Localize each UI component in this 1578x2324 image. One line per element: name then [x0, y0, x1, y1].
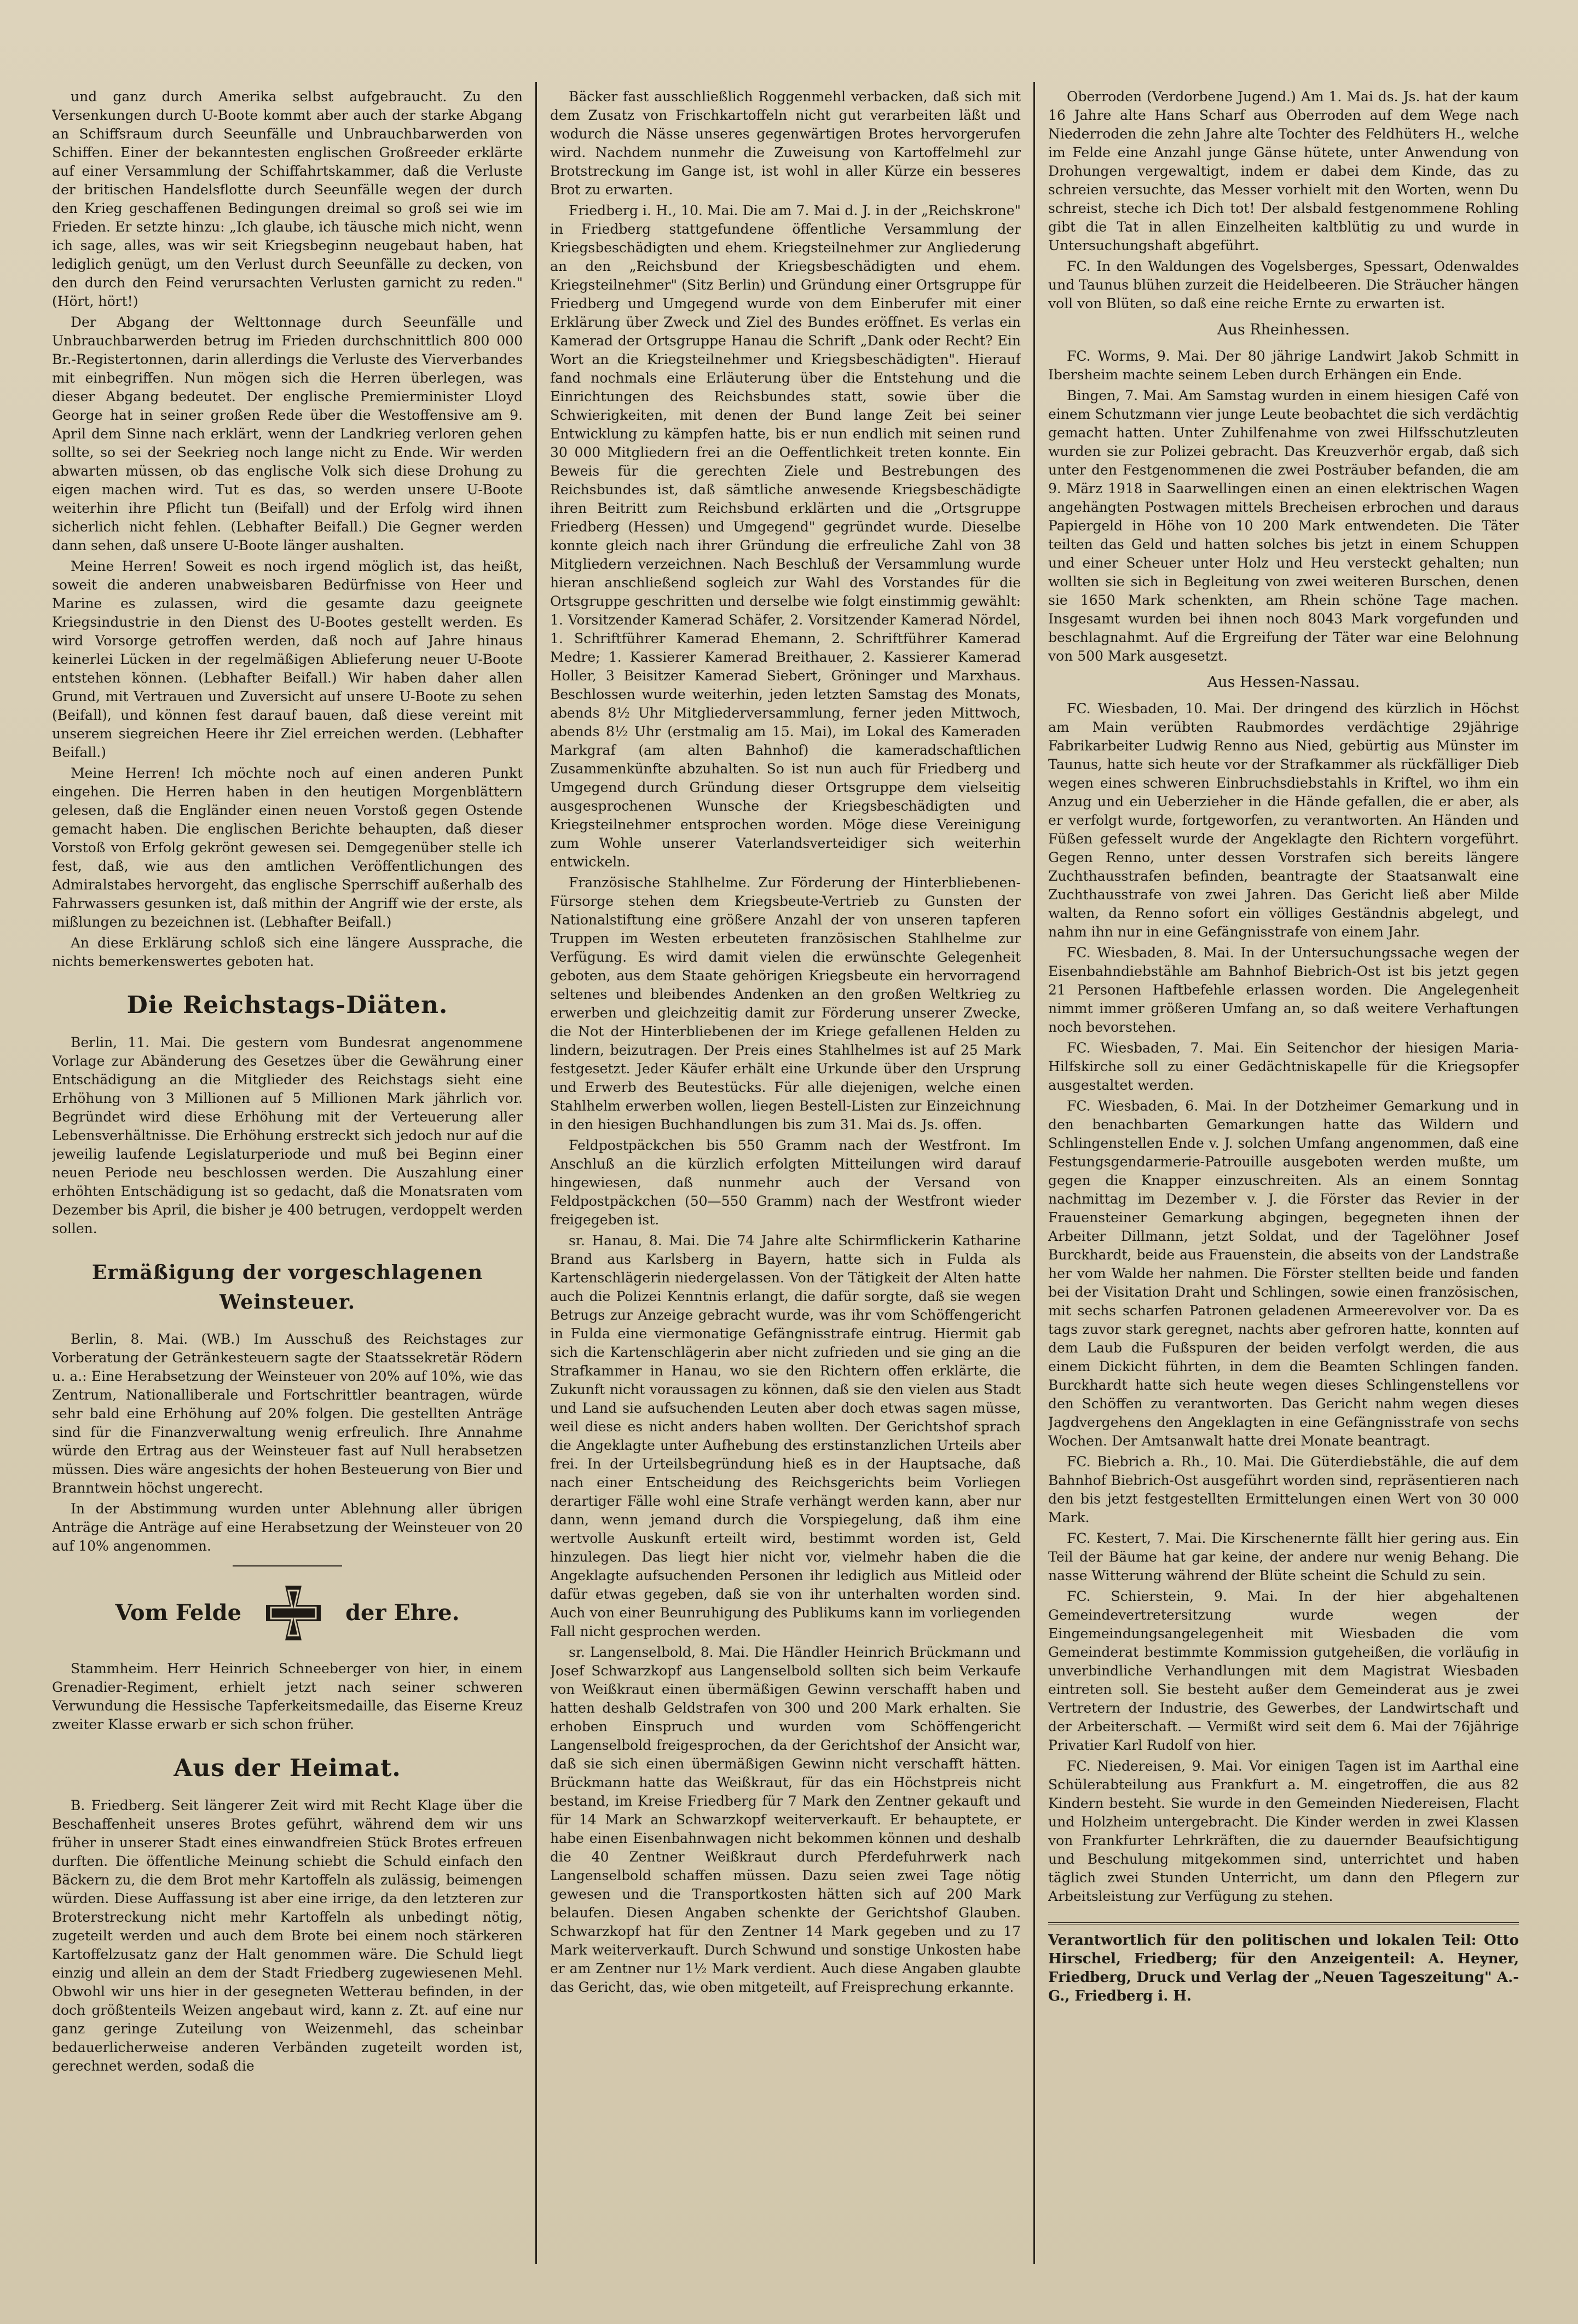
paragraph: Berlin, 8. Mai. (WB.) Im Ausschuß des Reichstages zur Vorberatung der Getränkesteuern sagte der Staatssekretär Rödern u. a.: Eine Herabsetzung der Weinsteuer von 20% auf 10%, wie das Zentrum, Nationalliberale und Fortschrittler beantragen, würde sehr bald eine Erhöhung auf 20% folgen. Die gestellten Anträge sind für die Finanzverwaltung wenig erfreulich. Ihre Annahme würde den Ertrag aus der Weinsteuer fast auf Null herabsetzen müssen. Dies wäre angesichts der hohen Besteuerung von Bier und Branntwein höchst ungerecht. [52, 1331, 523, 1496]
headline-vom-felde-der-ehre [52, 1583, 523, 1643]
paragraph: Französische Stahlhelme. Zur Förderung der Hinterbliebenen-Fürsorge stehen dem Kriegsbeute-Vertrieb zu Gunsten der Nationalstiftung eine größere Anzahl der von unseren tapferen Truppen im Westen erbeuteten französischen Stahlhelme zur Verfügung. Es wird damit vielen die erwünschte Gelegenheit geboten, aus dem Staate gehörigen Kriegsbeute ein hervorragend seltenes und bleibendes Andenken an den großen Weltkrieg zu erwerben und gleichzeitig damit zur Förderung unserer Zwecke, die Not der Hinterbliebenen der im Kriege gefallenen Helden zu lindern, beizutragen. Der Preis eines Stahlhelmes ist auf 25 Mark festgesetzt. Jeder Käufer erhält eine Urkunde über den Ursprung und Erwerb des Beutestücks. Für alle diejenigen, welche einen Stahlhelm erwerben wollen, liegen Bestell-Listen zur Einzeichnung in den hiesigen Buchhandlungen bis zum 31. Mai ds. Js. offen. [550, 875, 1021, 1132]
headline-left-word: Vom Felde [115, 1600, 242, 1626]
paragraph: FC. Wiesbaden, 7. Mai. Ein Seitenchor der hiesigen Maria-Hilfskirche soll zu einer Gedächtniskapelle für die Kriegsopfer ausgestaltet werden. [1048, 1040, 1519, 1093]
paragraph: Bingen, 7. Mai. Am Samstag wurden in einem hiesigen Café von einem Schutzmann vier junge Leute beobachtet die sich verdächtig gemacht hatten. Unter Zuhilfenahme von zwei Hilfsschutzleuten wurden sie zur Polizei gebracht. Das Kreuzverhör ergab, daß sich unter den Festgenommenen die zwei Posträuber befanden, die am 9. März 1918 in Saarwellingen einen an einen elektrischen Wagen angehängten Postwagen mittels Brecheisen erbrochen und daraus Papiergeld in Höhe von 10 200 Mark entwendeten. Die Täter teilten das Geld und hatten solches bis jetzt in einem Schuppen und einer Scheuer unter Holz und Heu versteckt gehalten; nun wollten sie sich in Begleitung von zwei weiteren Burschen, denen sie 1650 Mark schenkten, am Rhein schöne Tage machen. Insgesamt wurden bei ihnen noch 8043 Mark vorgefunden und beschlagnahmt. Auf die Ergreifung der Täter war eine Belohnung von 500 Mark ausgesetzt. [1048, 388, 1519, 664]
paragraph: FC. Wiesbaden, 10. Mai. Der dringend des kürzlich in Höchst am Main verübten Raubmordes verdächtige 29jährige Fabrikarbeiter Ludwig Renno aus Nied, gebürtig aus Münster im Taunus, hatte sich heute vor der Strafkammer als rückfälliger Dieb wegen eines schweren Einbruchsdiebstahls in Kriftel, wo ihm ein Anzug und ein Ueberzieher in die Hände gefallen, die er aber, als er verfolgt wurde, fortgeworfen, zu verantworten. An Händen und Füßen gefesselt wurde der Angeklagte den Richtern vorgeführt. Gegen Renno, unter dessen Vorstrafen sich bereits längere Zuchthausstrafen befinden, beantragte der Staatsanwalt eine Zuchthausstrafe von zwei Jahren. Das Gericht ließ aber Milde walten, da Renno sofort ein völliges Geständnis abgelegt, und nahm ihn nur in eine Gefängnisstrafe von einem Jahr. [1048, 701, 1519, 940]
divider [233, 1565, 342, 1566]
column-rule [535, 82, 537, 2264]
paragraph: Oberroden (Verdorbene Jugend.) Am 1. Mai ds. Js. hat der kaum 16 Jahre alte Hans Scharf aus Oberroden auf dem Wege nach Niederroden die zehn Jahre alte Tochter des Feldhüters H., welche im Felde eine Anzahl junge Gänse hütete, unter Anwendung von Drohungen vergewaltigt, indem er dabei dem Kinde, das zu schreien versuchte, das Messer vorhielt mit den Worten, wenn Du schreist, steche ich Dich tot! Der alsbald festgenommene Rohling gibt die Tat in allen Einzelheiten kaltblütig zu und wurde in Untersuchungshaft abgeführt. [1048, 89, 1519, 253]
headline-reichstags-diaeten: Die Reichstags-Diäten. [126, 991, 448, 1019]
imprint: Verantwortlich für den politischen und lokalen Teil: Otto Hirschel, Friedberg; für den Anzeigenteil: A. Heyner, Friedberg, Druck und Verlag der „Neuen Tageszeitung" A.-G., Friedberg i. H. [1048, 1922, 1519, 2005]
paragraph: Feldpostpäckchen bis 550 Gramm nach der Westfront. Im Anschluß an die kürzlich erfolgten Mitteilungen wird darauf hingewiesen, daß nunmehr auch der Versand von Feldpostpäckchen (50—550 Gramm) nach der Westfront wieder freigegeben ist. [550, 1137, 1021, 1228]
column-1 [52, 88, 523, 2258]
paragraph: sr. Hanau, 8. Mai. Die 74 Jahre alte Schirmflickerin Katharine Brand aus Karlsberg in Bayern, hatte sich in Fulda als Kartenschlägerin niedergelassen. Von der Tätigkeit der Alten hatte auch die Polizei Kenntnis erlangt, die dafür sorgte, daß sie wegen Betrugs zur Anzeige gebracht wurde, was ihr vom Schöffengericht in Fulda eine viermonatige Gefängnisstrafe eintrug. Hiermit gab sich die Kartenschlägerin aber nicht zufrieden und sie ging an die Strafkammer in Hanau, wo sie den Richtern offen erklärte, die Zukunft nicht voraussagen zu können, daß sie den vielen aus Stadt und Land sie aufsuchenden Leuten aber doch etwas sagen müsse, weil diese es nicht anders haben wollten. Der Gerichtshof sprach die Angeklagte unter Aufhebung des erstinstanzlichen Urteils aber frei. In der Urteilsbegründung hieß es in der Hauptsache, daß nach einer Entscheidung des Reichsgerichts beim Vorliegen derartiger Fälle wohl eine Strafe verhängt werden kann, aber nur dann, wenn jemand durch die Vorspiegelung, daß ihm eine wertvolle Auskunft erteilt wird, bestimmt worden ist, Geld hinzulegen. Das liegt hier nicht vor, vielmehr haben die die Angeklagte aufsuchenden Personen ihr lediglich aus Mitleid oder dafür etwas gegeben, daß sie von ihr unterhalten worden sind. Auch von einer Beunruhigung des Publikums kann im vorliegenden Fall nicht gesprochen werden. [550, 1233, 1021, 1639]
paragraph: FC. Wiesbaden, 6. Mai. In der Dotzheimer Gemarkung und in den benachbarten Gemarkungen hatte das Wildern und Schlingenstellen Ende v. J. solchen Umfang angenommen, daß eine Festungsgendarmerie-Patrouille ausgeboten werden mußte, um gegen die Knapper einzuschreiten. Als an einem Sonntag nachmittag im Dezember v. J. die Förster das Revier in der Frauensteiner Gemarkung abgingen, begegneten ihnen der Arbeiter Dillmann, jetzt Soldat, und der Tagelöhner Josef Burckhardt, beide aus Frauenstein, die abseits von der Landstraße her vom Walde her nahmen. Die Förster stellten beide und fanden bei der Visitation Draht und Schlingen, sowie einen französischen, mit sechs scharfen Patronen geladenen Armeerevolver vor. Da es tags zuvor stark geregnet, nachts aber gefroren hatte, konnten auf dem Laub die Fußspuren der beiden verfolgt werden, die aus einem Dickicht führten, in dem die Beamten Schlingen fanden. Burckhardt hatte sich heute wegen dieses Schlingenstellens vor den Schöffen zu verantworten. Das Gericht nahm wegen dieses Jagdvergehens den Angeklagten in eine Gefängnisstrafe von sechs Wochen. Der Amtsanwalt hatte drei Monate beantragt. [1048, 1098, 1519, 1449]
paragraph: FC. Wiesbaden, 8. Mai. In der Untersuchungssache wegen der Eisenbahndiebstähle am Bahnhof Biebrich-Ost ist bis jetzt gegen 21 Personen Haftbefehle erlassen worden. Die Angelegenheit nimmt immer größeren Umfang an, so daß weitere Verhaftungen noch bevorstehen. [1048, 945, 1519, 1035]
column-3 [1048, 88, 1519, 2258]
paragraph: FC. Niedereisen, 9. Mai. Vor einigen Tagen ist im Aarthal eine Schülerabteilung aus Frankfurt a. M. eingetroffen, die aus 82 Kindern besteht. Sie wurde in den Gemeinden Niedereisen, Flacht und Holzheim untergebracht. Die Kinder werden in zwei Klassen von Frankfurter Lehrkräften, die zu dauernder Beaufsichtigung und Beschulung mitgekommen sind, unterrichtet und haben täglich zwei Stunden Unterricht, um dann den Pflegern zur Arbeitsleistung zur Verfügung zu stehen. [1048, 1758, 1519, 1904]
section-subheading: Aus Rheinhessen. [1217, 321, 1350, 338]
paragraph: Meine Herren! Ich möchte noch auf einen anderen Punkt eingehen. Die Herren haben in den heutigen Morgenblättern gelesen, daß die Engländer einen neuen Vorstoß gegen Ostende gemacht haben. Die englischen Berichte behaupten, daß dieser Vorstoß von Erfolg gekrönt gewesen sei. Demgegenüber stelle ich fest, daß, wie aus den amtlichen Veröffentlichungen des Admiralstabes hervorgeht, das englische Sperrschiff außerhalb des Fahrwassers gesunken ist, daß mithin der Angriff wie der erste, als mißlungen zu bezeichnen ist. (Lebhafter Beifall.) [52, 765, 523, 930]
paragraph: An diese Erklärung schloß sich eine längere Aussprache, die nichts bemerkenswertes geboten hat. [52, 935, 523, 969]
paragraph: FC. Worms, 9. Mai. Der 80 jährige Landwirt Jakob Schmitt in Ibersheim machte seinem Leben durch Erhängen ein Ende. [1048, 348, 1519, 383]
headline-weinsteuer: Ermäßigung der vorgeschlagenen Weinsteuer. [91, 1261, 483, 1314]
paragraph: Der Abgang der Welttonnage durch Seeunfälle und Unbrauchbarwerden betrug im Frieden durchschnittlich 800 000 Br.-Registertonnen, darin allerdings die Verluste des Vierverbandes mit einbegriffen. Nun mögen sich die Herren überlegen, was dieser Abgang bedeutet. Der englische Premierminister Lloyd George hat in seiner großen Rede über die Westoffensive am 9. April dem Sinne nach erklärt, wenn der Landkrieg verloren gehen sollte, so sei der Seekrieg noch lange nicht zu Ende. Wir werden abwarten müssen, ob das englische Volk sich diese Drohung zu eigen machen wird. Tut es das, so werden unsere U-Boote weiterhin ihre Pflicht tun (Beifall) und der Erfolg wird ihnen sicherlich nicht fehlen. (Lebhafter Beifall.) Die Gegner werden dann sehen, daß unsere U-Boote länger aushalten. [52, 314, 523, 553]
paragraph: sr. Langenselbold, 8. Mai. Die Händler Heinrich Brückmann und Josef Schwarzkopf aus Langenselbold sollten sich beim Verkaufe von Weißkraut einen übermäßigen Gewinn verschafft haben und hatten deshalb Geldstrafen von 300 und 200 Mark erhalten. Sie erhoben Einspruch und wurden vom Schöffengericht Langenselbold freigesprochen, da der Gerichtshof der Ansicht war, daß sie sich einen übermäßigen Gewinn nicht verschafft hätten. Brückmann hatte das Weißkraut, für das ein Höchstpreis nicht bestand, im Kreise Friedberg für 7 Mark den Zentner gekauft und für 14 Mark an Schwarzkopf weiterverkauft. Er behauptete, er habe einen Eisenbahnwagen nicht bekommen können und deshalb die 40 Zentner Weißkraut durch Pferdefuhrwerk nach Langenselbold schaffen müssen. Dazu seien zwei Tage nötig gewesen und die Transportkosten hätten sich auf 200 Mark belaufen. Diesen Angaben schenkte der Gerichtshof Glauben. Schwarzkopf hat für den Zentner 14 Mark gegeben und zu 17 Mark weiterverkauft. Durch Schwund und sonstige Unkosten habe er am Zentner nur 1½ Mark verdient. Auch diese Angaben glaubte das Gericht, das, wie oben mitgeteilt, auf Freisprechung erkannte. [550, 1644, 1021, 1995]
column-rule [1033, 82, 1035, 2264]
paragraph: und ganz durch Amerika selbst aufgebraucht. Zu den Versenkungen durch U-Boote kommt aber auch der starke Abgang an Schiffsraum durch Seeunfälle und Unbrauchbarwerden von Schiffen. Einer der bekanntesten englischen Großreeder erklärte auf einer Versammlung der Schiffahrtskammer, daß die Verluste der britischen Handelsflotte durch Seeunfälle wegen der durch den Krieg geschaffenen Bedingungen dreimal so groß sei wie im Frieden. Er setzte hinzu: „Ich glaube, ich täusche mich nicht, wenn ich sage, alles, was wir seit Kriegsbeginn neugebaut haben, hat lediglich genügt, um den Verlust durch Seeunfälle zu decken, von den durch den Feind verursachten Verlusten garnicht zu reden." (Hört, hört!) [52, 89, 523, 309]
headline-aus-der-heimat: Aus der Heimat. [174, 1754, 401, 1782]
paragraph: FC. In den Waldungen des Vogelsberges, Spessart, Odenwaldes und Taunus blühen zurzeit die Heidelbeeren. Die Sträucher hängen voll von Blüten, so daß eine reiche Ernte zu erwarten ist. [1048, 258, 1519, 311]
paragraph: FC. Kestert, 7. Mai. Die Kirschenernte fällt hier gering aus. Ein Teil der Bäume hat gar keine, der andere nur wenig Behang. Die nasse Witterung während der Blüte scheint die Schuld zu sein. [1048, 1530, 1519, 1583]
paragraph: B. Friedberg. Seit längerer Zeit wird mit Recht Klage über die Beschaffenheit unseres Brotes geführt, während dem wir uns früher in unserer Stadt eines einwandfreien Stück Brotes erfreuen durften. Die öffentliche Meinung schiebt die Schuld einfach den Bäckern zu, die dem Brot mehr Kartoffeln als zulässig, beimengen würden. Diese Auffassung ist aber eine irrige, da den letzteren zur Broterstreckung nicht mehr Kartoffeln als unbedingt nötig, zugeteilt werden und auch dem Brote bei einem noch stärkeren Kartoffelzusatz ganz der Halt genommen wäre. Die Schuld liegt einzig und allein an dem der Stadt Friedberg zugewiesenen Mehl. Obwohl wir uns hier in der gesegneten Wetterau befinden, in der doch größtenteils Weizen angebaut wird, kann z. Zt. auf eine nur ganz geringe Zuteilung von Weizenmehl, das scheinbar bedauerlicherweise anderen Verbänden zugeteilt worden ist, gerechnet werden, sodaß die [52, 1797, 523, 2074]
paragraph: Friedberg i. H., 10. Mai. Die am 7. Mai d. J. in der „Reichskrone" in Friedberg stattgefundene öffentliche Versammlung der Kriegsbeschädigten und ehem. Kriegsteilnehmer zur Angliederung an den „Reichsbund der Kriegsbeschädigten und ehem. Kriegsteilnehmer" (Sitz Berlin) und Gründung einer Ortsgruppe für Friedberg und Umgegend wurde von dem Einberufer mit einer Erklärung über Zweck und Ziel des Bundes eröffnet. Es verlas ein Kamerad der Ortsgruppe Hanau die Schrift „Dank oder Recht? Ein Wort an die Kriegsteilnehmer und Kriegsbeschädigten". Hierauf fand nochmals eine Erläuterung über die Entstehung und die Einrichtungen des Reichsbundes statt, sowie über die Schwierigkeiten, mit denen der Bund lange Zeit bei seiner Entwicklung zu kämpfen hatte, bis er nun endlich mit seinen rund 30 000 Mitgliedern frei an die Oeffentlichkeit treten konnte. Ein Beweis für die gerechten Ziele und Bestrebungen des Reichsbundes ist, daß sämtliche anwesende Kriegsbeschädigte ihren Beitritt zum Reichsbund erklärten und die „Ortsgruppe Friedberg (Hessen) und Umgegend" gegründet wurde. Dieselbe konnte gleich nach ihrer Gründung die erfreuliche Zahl von 38 Mitgliedern verzeichnen. Nach Beschluß der Versammlung wurde hieran anschließend sogleich zur Wahl des Vorstandes für die Ortsgruppe geschritten und derselbe wie folgt einstimmig gewählt: 1. Vorsitzender Kamerad Schäfer, 2. Vorsitzender Kamerad Nördel, 1. Schriftführer Kamerad Ehemann, 2. Schriftführer Kamerad Medre; 1. Kassierer Kamerad Breithauer, 2. Kassierer Kamerad Holler, 3 Beisitzer Kamerad Siebert, Gröninger und Marxhaus. Beschlossen wurde weiterhin, jeden letzten Samstag des Monats, abends 8½ Uhr Mitgliederversammlung, ferner jeden Mittwoch, abends 8½ Uhr (erstmalig am 15. Mai), im Lokal des Kameraden Markgraf (am alten Bahnhof) die kameradschaftlichen Zusammenkünfte abzuhalten. So ist nun auch für Friedberg und Umgegend durch Gründung dieser Ortsgruppe dem vielseitig ausgesprochenen Wunsche der Kriegsbeschädigten und Kriegsteilnehmer entsprochen worden. Möge diese Vereinigung zum Wohle unserer Vaterlandsverteidiger sich weiterhin entwickeln. [550, 203, 1021, 870]
paragraph: In der Abstimmung wurden unter Ablehnung aller übrigen Anträge die Anträge auf eine Herabsetzung der Weinsteuer von 20 auf 10% angenommen. [52, 1501, 523, 1554]
paragraph: FC. Schierstein, 9. Mai. In der hier abgehaltenen Gemeindevertretersitzung wurde wegen der Eingemeindungsangelegenheit mit Wiesbaden die vom Gemeinderat bestimmte Kommission gutgeheißen, die vorläufig in unverbindliche Verhandlungen mit dem Magistrat Wiesbaden eintreten soll. Sie besteht außer dem Gemeinderat aus je zwei Vertretern der Industrie, des Gewerbes, der Landwirtschaft und der Arbeiterschaft. — Vermißt wird seit dem 6. Mai der 76jährige Privatier Karl Rudolf von hier. [1048, 1588, 1519, 1753]
column-2 [550, 88, 1021, 2258]
paragraph: Meine Herren! Soweit es noch irgend möglich ist, das heißt, soweit die anderen unabweisbaren Bedürfnisse von Heer und Marine es zulassen, wird die gesamte dazu geeignete Kriegsindustrie in den Dienst des U-Bootes gestellt werden. Es wird Vorsorge getroffen werden, daß noch auf Jahre hinaus keinerlei Lücken in der regelmäßigen Ablieferung neuer U-Boote entstehen können. (Lebhafter Beifall.) Wir haben daher allen Grund, mit Vertrauen und Zuversicht auf unsere U-Boote zu sehen (Beifall), und können fest darauf bauen, daß diese vereint mit unserem siegreichen Heere ihr Ziel erreichen werden. (Lebhafter Beifall.) [52, 558, 523, 760]
paragraph: Bäcker fast ausschließlich Roggenmehl verbacken, daß sich mit dem Zusatz von Frischkartoffeln nicht gut verarbeiten läßt und wodurch die Nässe unseres gegenwärtigen Brotes hervorgerufen wird. Nachdem nunmehr die Zuweisung von Kartoffelmehl zur Brotstreckung im Gange ist, ist wohl in aller Kürze ein besseres Brot zu erwarten. [550, 89, 1021, 198]
headline-right-word: der Ehre. [345, 1600, 460, 1626]
section-subheading: Aus Hessen-Nassau. [1207, 674, 1360, 691]
paragraph: FC. Biebrich a. Rh., 10. Mai. Die Güterdiebstähle, die auf dem Bahnhof Biebrich-Ost ausgeführt worden sind, repräsentieren nach den bis jetzt festgestellten Ermittelungen einen Wert von 30 000 Mark. [1048, 1454, 1519, 1525]
paragraph: Stammheim. Herr Heinrich Schneeberger von hier, in einem Grenadier-Regiment, erhielt jetzt nach seiner schweren Verwundung die Hessische Tapferkeitsmedaille, das Eiserne Kreuz zweiter Klasse erwarb er sich schon früher. [52, 1661, 523, 1732]
iron-cross-icon [263, 1583, 323, 1643]
paragraph: Berlin, 11. Mai. Die gestern vom Bundesrat angenommene Vorlage zur Abänderung des Gesetzes über die Gewährung einer Entschädigung an die Mitglieder des Reichstags sieht eine Erhöhung von 3 Millionen auf 5 Millionen Mark jährlich vor. Begründet wird diese Erhöhung mit der Verteuerung aller Lebensverhältnisse. Die Erhöhung erstreckt sich jedoch nur auf die jeweilig laufende Legislaturperiode und muß bei Beginn einer neuen Periode neu beschlossen werden. Die Auszahlung einer erhöhten Entschädigung ist so gedacht, daß die Monatsraten vom Dezember bis April, die bisher je 400 betrugen, verdoppelt werden sollen. [52, 1034, 523, 1236]
